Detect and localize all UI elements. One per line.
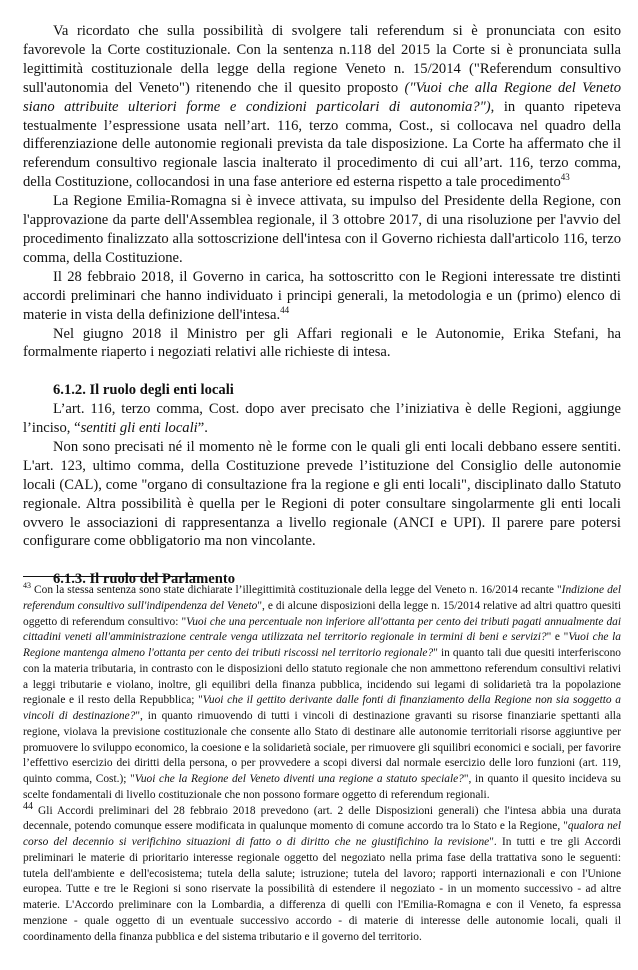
footnote-number: 43: [23, 581, 31, 591]
footnote-44: 44 Gli Accordi preliminari del 28 febbraio 2018 prevedono (art. 2 delle Disposizioni generali) che l'intesa abbia una durata decennale, potendo comunque essere modificata in qualunque momento di comune accordo tra lo Stato e la Regione, "qualora nel corso del decennio si verifichino situazioni di fatto o di diritto che ne giustifichino la revisione". In tutti e tre gli Accordi preliminari le materie di prioritario interesse regionale oggetto del negoziato nella prima fase della trattativa sono le seguenti: tutela dell'ambiente e dell'ecosistema; tutela della salute; istruzione; tutela del lavoro; rapporti internazionali e con l'Unione europea. Tutte e tre le Regioni si sono riservate la possibilità di estendere il negoziato - in un momento successivo - ad altre materie. L'Accordo preliminare con la Lombardia, a differenza di quelli con l'Emilia-Romagna e con il Veneto, fa espressa menzione - quale oggetto di un eventuale successivo accordo - di materie di interesse delle autonomie locali, quali il coordinamento della finanza pubblica e del sistema tributario e il governo del territorio.: [23, 800, 621, 943]
body-text: [23, 22, 621, 589]
footnote-separator: [23, 576, 201, 577]
paragraph-emilia-romagna: La Regione Emilia-Romagna si è invece attivata, su impulso del Presidente della Regione, con l'approvazione da parte dell'Assemblea regionale, il 3 ottobre 2017, di una risoluzione per l'avvio del procedimento finalizzato alla sottoscrizione dell'intesa con il Governo richiesta dall'articolo 116, terzo comma, della Costituzione.: [23, 193, 621, 266]
footnote-number: 44: [23, 800, 33, 812]
footnote-43: $^{43}$ Con la stessa sentenza sono state dichiarate l’illegittimità costituzionale della legge del Veneto n. 16/2014 recante "Indizione del referendum consultivo sull'indipendenza del Veneto", e di alcune disposizioni della legge n. 15/2014 relative ad altri quattro quesiti oggetto di referendum consultivo: "Vuoi che una percentuale non inferiore all'ottanta per cento dei tributi pagati annualmente dai cittadini veneti all'amministrazione centrale venga utilizzata nel territorio regionale in termini di beni e servizi?" e "Vuoi che la Regione mantenga almeno l'ottanta per cento dei tributi riscossi nel territorio regionale?" in quanto tali due quesiti interferiscono con la materia tributaria, in contrasto con le disposizioni dello statuto regionale che non ammettono referendum consultivi relativi a leggi tributarie e violano, inoltre, gli equilibri della finanza pubblica, incidendo sui legami di solidarietà tra la popolazione regionale e il resto della Repubblica; "Vuoi che il gettito derivante dalle fonti di finanziamento della Regione non sia soggetto a vincoli di destinazione?", in quanto rimuovendo di tutti i vincoli di destinazione gravanti su risorse finanziarie spettanti alla regione, violava la previsione costituzionale che consente allo Stato di destinare alle autonomie territoriali risorse aggiuntive per promuovere lo sviluppo economico, la coesione e la solidarietà sociale, per rimuovere gli squilibri economici e sociali, per favorire l’effettivo esercizio dei diritti della persona, o per provvedere a scopi diversi dal normale esercizio delle loro funzioni (art. 119, quinto comma, Cost.); "Vuoi che la Regione del Veneto diventi una regione a statuto speciale?", in quanto il quesito incideva su scelte fondamentali di livello costituzionale che non possono formare oggetto di referendum regionali.: [23, 581, 622, 801]
paragraph-referendum-court: Va ricordato che sulla possibilità di svolgere tali referendum si è pronunciata con esito favorevole la Corte costituzionale. Con la sentenza n.118 del 2015 la Corte si è pronunciata sulla legittimità costituzionale della legge della regione Veneto n. 15/2014 ("Referendum consultivo sull'autonomia del Veneto") ritenendo che il quesito proposto ("Vuoi che alla Regione del Veneto siano attribuite ulteriori forme e condizioni particolari di autonomia?"), in quanto ripeteva testualmente l’espressione usata nell’art. 116, terzo comma, Cost., si collocava nel quadro della differenziazione delle autonomie regionali prevista da tale disposizione. La Corte ha affermato che il referendum consultivo regionale lascia inalterato il procedimento di cui all’art. 116, terzo comma, della Costituzione, collocandosi in una fase anteriore ed esterna rispetto a tale procedimento$^{43}$: [23, 23, 621, 191]
footnotes: [23, 583, 621, 945]
section-heading-parlamento: 6.1.3. Il ruolo del Parlamento: [53, 571, 236, 588]
footnote-ref-44[interactable]: 44: [280, 304, 290, 315]
paragraph-art-116: L’art. 116, terzo comma, Cost. dopo aver precisato che l’iniziativa è delle Regioni, aggiunge l’inciso, “sentiti gli enti locali”.: [23, 401, 621, 437]
paragraph-cal: Non sono precisati né il momento nè le forme con le quali gli enti locali debbano essere sentiti. L'art. 123, ultimo comma, della Costituzione prevede l’istituzione del Consiglio delle autonomie locali (CAL), come "organo di consultazione fra la regione e gli enti locali", disciplinato dallo Statuto regionale. Altra possibilità è quella per le Regioni di poter consultare singolarmente gli enti locali ovvero le associazioni di rappresentanza a livello regionale (ANCI e UPI). Il parere pare potersi configurare come obbligatorio ma non vincolante.: [23, 438, 621, 550]
paragraph-accordi-preliminari: Il 28 febbraio 2018, il Governo in carica, ha sottoscritto con le Regioni interessate tre distinti accordi preliminari che hanno individuato i principi generali, la metodologia e un (primo) elenco di materie in vista della definizione dell'intesa.$^{44}$: [23, 268, 621, 323]
footnote-ref-43[interactable]: 43: [560, 172, 570, 183]
paragraph-negoziati: Nel giugno 2018 il Ministro per gli Affari regionali e le Autonomie, Erika Stefani, ha formalmente riaperto i negoziati relativi alle richieste di intesa.: [23, 325, 621, 361]
section-heading-enti-locali: 6.1.2. Il ruolo degli enti locali: [53, 382, 234, 399]
